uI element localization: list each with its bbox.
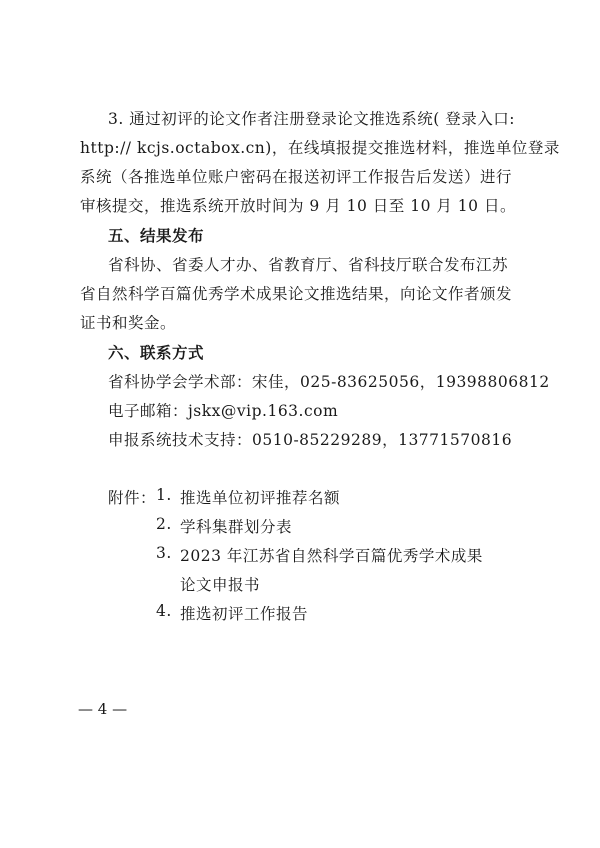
- item3-line-1: 3. 通过初评的论文作者注册登录论文推选系统( 登录入口:: [108, 110, 515, 128]
- attachment-number: 1.: [156, 486, 172, 504]
- contact-tech-support: 申报系统技术支持：0510-85229289，13771570816: [108, 431, 513, 449]
- results-line-3: 证书和奖金。: [80, 314, 177, 332]
- results-line-2: 省自然科学百篇优秀学术成果论文推选结果，向论文作者颁发: [80, 285, 513, 303]
- results-line-1: 省科协、省委人才办、省教育厅、省科技厅联合发布江苏: [108, 256, 509, 274]
- attachment-item-3: 2023 年江苏省自然科学百篇优秀学术成果: [180, 547, 483, 565]
- item3-line-4: 审核提交，推选系统开放时间为 9 月 10 日至 10 月 10 日。: [80, 197, 516, 215]
- attachment-item-3-continued: 论文申报书: [180, 576, 261, 594]
- attachment-item-2: 学科集群划分表: [180, 518, 293, 536]
- attachments-label: 附件：: [108, 489, 157, 507]
- page-number: — 4 —: [78, 700, 128, 718]
- attachment-number: 3.: [156, 544, 172, 562]
- item3-line-2: http:// kcjs.octabox.cn)，在线填报提交推选材料，推选单位登录: [80, 139, 560, 157]
- item3-line-3: 系统（各推选单位账户密码在报送初评工作报告后发送）进行: [80, 168, 513, 186]
- attachment-item-4: 推选初评工作报告: [180, 605, 309, 623]
- attachment-item-1: 推选单位初评推荐名额: [180, 489, 341, 507]
- contact-email: 电子邮箱：jskx@vip.163.com: [108, 402, 339, 420]
- section-heading-contact: 六、联系方式: [108, 344, 205, 362]
- section-heading-results: 五、结果发布: [108, 227, 205, 245]
- attachment-number: 4.: [156, 602, 172, 620]
- contact-line-1: 省科协学会学术部：宋佳，025-83625056，19398806812: [108, 373, 550, 391]
- attachment-number: 2.: [156, 515, 172, 533]
